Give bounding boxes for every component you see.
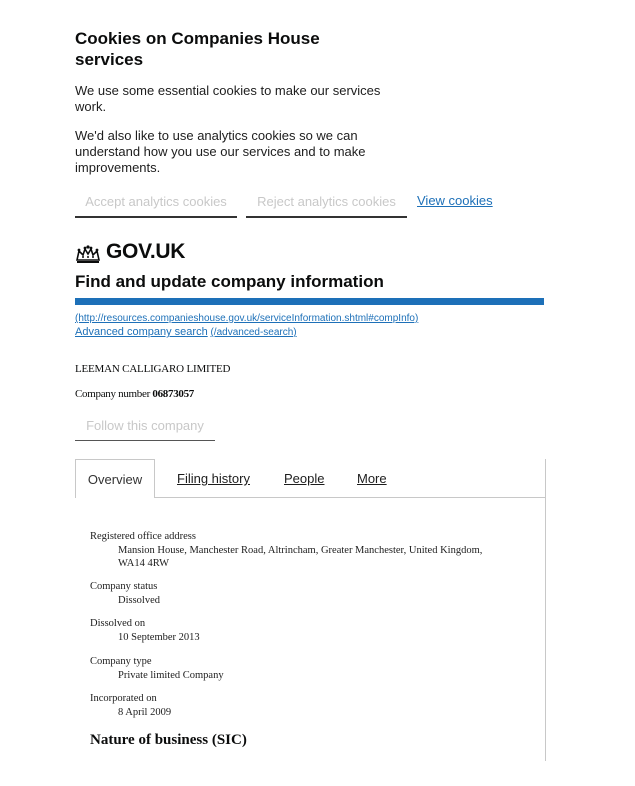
cookie-banner-title: Cookies on Companies House services [75, 29, 320, 69]
reject-analytics-cookies-button[interactable]: Reject analytics cookies [246, 194, 407, 218]
company-type-value: Private limited Company [118, 670, 224, 681]
incorporated-on-value: 8 April 2009 [118, 707, 172, 718]
company-name: LEEMAN CALLIGARO LIMITED [75, 363, 231, 375]
advanced-search-url[interactable]: (/advanced-search) [210, 327, 297, 338]
service-name[interactable]: Find and update company information [75, 272, 384, 291]
company-number-label: Company number [75, 388, 150, 400]
advanced-search-link-wrapper [75, 326, 297, 338]
tab-people[interactable]: People [284, 471, 325, 486]
company-number-line [75, 388, 194, 400]
company-info-link[interactable]: (http://resources.companieshouse.gov.uk/serviceInformation.shtml#compInfo) [75, 313, 419, 324]
registered-office-label: Registered office address [90, 531, 196, 542]
company-number: 06873057 [152, 388, 194, 400]
dissolved-on-value: 10 September 2013 [118, 632, 200, 643]
registered-office-line2: WA14 4RW [118, 558, 170, 569]
nature-of-business-heading: Nature of business (SIC) [90, 732, 247, 748]
follow-company-button[interactable]: Follow this company [75, 418, 215, 441]
registered-office-line1: Mansion House, Manchester Road, Altrincham, Greater Manchester, United Kingdom, [118, 545, 483, 556]
tab-divider [155, 497, 545, 498]
advanced-search-link[interactable]: Advanced company search [75, 326, 208, 338]
company-type-label: Company type [90, 656, 152, 667]
company-status-label: Company status [90, 581, 158, 592]
tab-overview[interactable]: Overview [75, 459, 155, 498]
cookie-banner-text-essential: We use some essential cookies to make our services work. [75, 83, 381, 114]
header-blue-bar [75, 298, 544, 305]
accept-analytics-cookies-button[interactable]: Accept analytics cookies [75, 194, 237, 218]
tab-more[interactable]: More [357, 471, 387, 486]
tab-filing-history[interactable]: Filing history [177, 471, 250, 486]
view-cookies-link[interactable]: View cookies [417, 193, 493, 208]
cookie-banner-text-analytics: We'd also like to use analytics cookies so we can understand how you use our services and to make improvements. [75, 128, 366, 175]
incorporated-on-label: Incorporated on [90, 693, 157, 704]
company-status-value: Dissolved [118, 595, 160, 606]
govuk-logo[interactable]: GOV.UK [106, 240, 186, 263]
crown-icon [75, 244, 101, 264]
dissolved-on-label: Dissolved on [90, 618, 146, 629]
